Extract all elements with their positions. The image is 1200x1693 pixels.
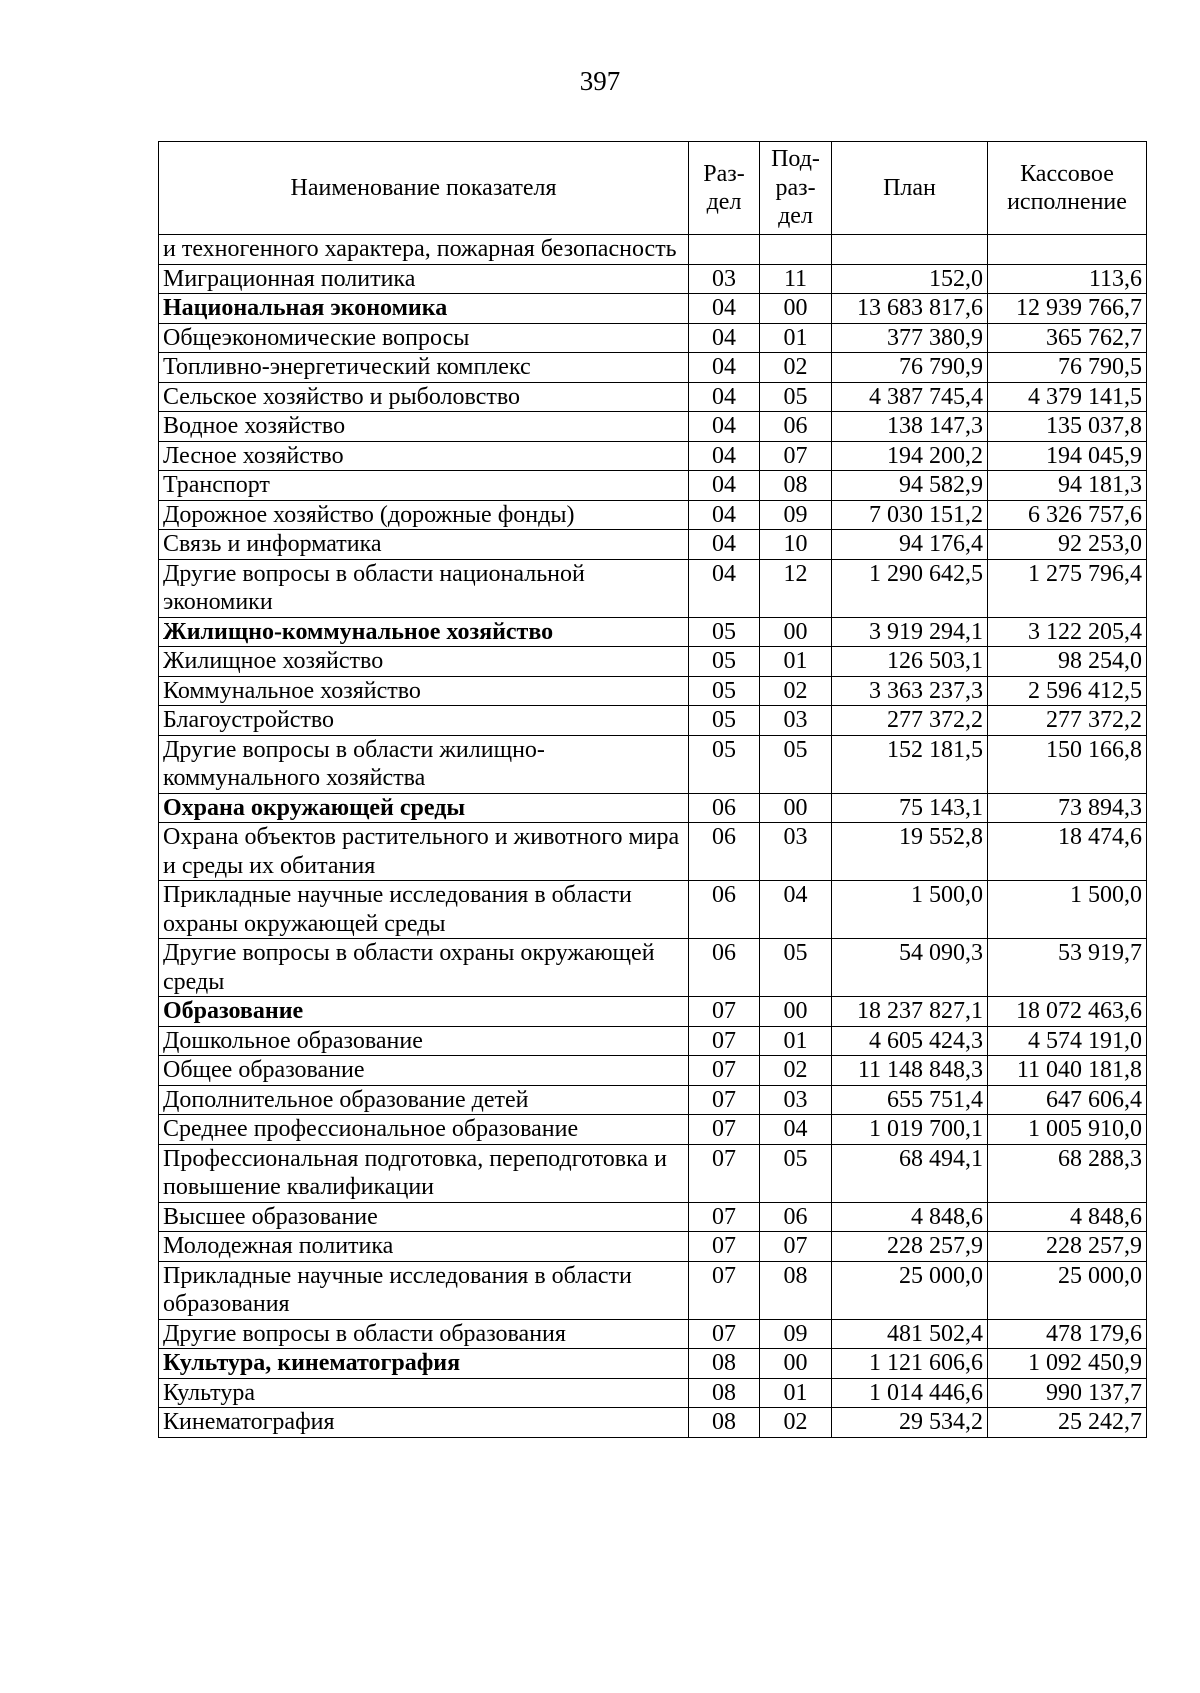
row-name-cell: Дошкольное образование xyxy=(159,1026,689,1056)
row-subsection-cell: 00 xyxy=(760,617,832,647)
header-section: Раз- дел xyxy=(689,142,760,235)
row-name-cell: Связь и информатика xyxy=(159,530,689,560)
row-section-cell: 06 xyxy=(689,823,760,881)
table-row xyxy=(159,1144,1147,1202)
row-execution-cell: 98 254,0 xyxy=(988,647,1147,677)
row-plan-cell: 7 030 151,2 xyxy=(832,500,988,530)
row-execution-cell: 25 000,0 xyxy=(988,1261,1147,1319)
row-name-cell: Национальная экономика xyxy=(159,294,689,324)
row-name-cell: Профессиональная подготовка, переподготовка и повышение квалификации xyxy=(159,1144,689,1202)
row-subsection-cell: 05 xyxy=(760,939,832,997)
table-row xyxy=(159,1349,1147,1379)
table-row xyxy=(159,382,1147,412)
row-plan-cell xyxy=(832,235,988,265)
table-row xyxy=(159,559,1147,617)
row-name-cell: Дорожное хозяйство (дорожные фонды) xyxy=(159,500,689,530)
row-section-cell: 07 xyxy=(689,1144,760,1202)
row-execution-cell: 68 288,3 xyxy=(988,1144,1147,1202)
row-section-cell: 05 xyxy=(689,617,760,647)
row-section-cell: 08 xyxy=(689,1408,760,1438)
row-subsection-cell: 06 xyxy=(760,1202,832,1232)
row-plan-cell: 277 372,2 xyxy=(832,706,988,736)
row-subsection-cell: 09 xyxy=(760,500,832,530)
row-section-cell: 07 xyxy=(689,1056,760,1086)
row-execution-cell: 3 122 205,4 xyxy=(988,617,1147,647)
row-execution-cell: 4 574 191,0 xyxy=(988,1026,1147,1056)
table-row xyxy=(159,647,1147,677)
table-row xyxy=(159,1056,1147,1086)
table-row xyxy=(159,1115,1147,1145)
row-section-cell: 06 xyxy=(689,881,760,939)
table-row xyxy=(159,530,1147,560)
row-subsection-cell: 08 xyxy=(760,1261,832,1319)
row-name-cell: Жилищное хозяйство xyxy=(159,647,689,677)
table-row xyxy=(159,1202,1147,1232)
row-execution-cell: 1 005 910,0 xyxy=(988,1115,1147,1145)
row-section-cell: 04 xyxy=(689,559,760,617)
table-row xyxy=(159,323,1147,353)
header-subsection: Под- раз- дел xyxy=(760,142,832,235)
row-plan-cell: 4 387 745,4 xyxy=(832,382,988,412)
row-section-cell: 04 xyxy=(689,323,760,353)
row-name-cell: Образование xyxy=(159,997,689,1027)
row-name-cell: Сельское хозяйство и рыболовство xyxy=(159,382,689,412)
row-subsection-cell: 05 xyxy=(760,382,832,412)
row-subsection-cell: 06 xyxy=(760,412,832,442)
row-plan-cell: 76 790,9 xyxy=(832,353,988,383)
row-subsection-cell: 07 xyxy=(760,1232,832,1262)
row-plan-cell: 152,0 xyxy=(832,264,988,294)
budget-table xyxy=(158,141,1147,1438)
row-subsection-cell: 02 xyxy=(760,676,832,706)
row-name-cell: Другие вопросы в области охраны окружающей среды xyxy=(159,939,689,997)
row-name-cell: Другие вопросы в области жилищно-коммунального хозяйства xyxy=(159,735,689,793)
row-subsection-cell: 02 xyxy=(760,1056,832,1086)
table-row xyxy=(159,939,1147,997)
table-row xyxy=(159,735,1147,793)
row-plan-cell: 94 176,4 xyxy=(832,530,988,560)
row-name-cell: и техногенного характера, пожарная безопасность xyxy=(159,235,689,265)
row-subsection-cell: 00 xyxy=(760,1349,832,1379)
row-subsection-cell: 08 xyxy=(760,471,832,501)
row-name-cell: Общеэкономические вопросы xyxy=(159,323,689,353)
row-section-cell: 07 xyxy=(689,1115,760,1145)
row-section-cell: 08 xyxy=(689,1378,760,1408)
row-section-cell xyxy=(689,235,760,265)
row-plan-cell: 3 919 294,1 xyxy=(832,617,988,647)
table-row xyxy=(159,412,1147,442)
table-row xyxy=(159,1085,1147,1115)
row-section-cell: 06 xyxy=(689,793,760,823)
row-execution-cell: 25 242,7 xyxy=(988,1408,1147,1438)
row-section-cell: 05 xyxy=(689,706,760,736)
row-subsection-cell: 07 xyxy=(760,441,832,471)
row-name-cell: Дополнительное образование детей xyxy=(159,1085,689,1115)
row-section-cell: 07 xyxy=(689,1232,760,1262)
row-execution-cell: 990 137,7 xyxy=(988,1378,1147,1408)
table-row xyxy=(159,676,1147,706)
table-row xyxy=(159,706,1147,736)
row-name-cell: Водное хозяйство xyxy=(159,412,689,442)
row-execution-cell: 1 500,0 xyxy=(988,881,1147,939)
row-name-cell: Среднее профессиональное образование xyxy=(159,1115,689,1145)
row-execution-cell: 1 092 450,9 xyxy=(988,1349,1147,1379)
row-plan-cell: 4 848,6 xyxy=(832,1202,988,1232)
row-name-cell: Прикладные научные исследования в области образования xyxy=(159,1261,689,1319)
row-plan-cell: 228 257,9 xyxy=(832,1232,988,1262)
row-plan-cell: 377 380,9 xyxy=(832,323,988,353)
row-execution-cell: 18 474,6 xyxy=(988,823,1147,881)
header-name: Наименование показателя xyxy=(159,142,689,235)
table-row xyxy=(159,823,1147,881)
row-name-cell: Миграционная политика xyxy=(159,264,689,294)
row-plan-cell: 68 494,1 xyxy=(832,1144,988,1202)
table-row xyxy=(159,1232,1147,1262)
table-body xyxy=(159,235,1147,1438)
row-subsection-cell: 04 xyxy=(760,1115,832,1145)
table-row xyxy=(159,1408,1147,1438)
row-section-cell: 05 xyxy=(689,647,760,677)
row-plan-cell: 11 148 848,3 xyxy=(832,1056,988,1086)
row-subsection-cell: 05 xyxy=(760,735,832,793)
row-execution-cell: 135 037,8 xyxy=(988,412,1147,442)
row-section-cell: 08 xyxy=(689,1349,760,1379)
header-execution: Кассовое исполнение xyxy=(988,142,1147,235)
table-row xyxy=(159,997,1147,1027)
row-section-cell: 07 xyxy=(689,1202,760,1232)
row-name-cell: Лесное хозяйство xyxy=(159,441,689,471)
row-section-cell: 04 xyxy=(689,412,760,442)
row-subsection-cell: 03 xyxy=(760,706,832,736)
table-row xyxy=(159,500,1147,530)
row-plan-cell: 655 751,4 xyxy=(832,1085,988,1115)
row-execution-cell: 53 919,7 xyxy=(988,939,1147,997)
row-subsection-cell: 01 xyxy=(760,647,832,677)
row-plan-cell: 152 181,5 xyxy=(832,735,988,793)
row-plan-cell: 29 534,2 xyxy=(832,1408,988,1438)
row-name-cell: Общее образование xyxy=(159,1056,689,1086)
table-row xyxy=(159,793,1147,823)
row-plan-cell: 126 503,1 xyxy=(832,647,988,677)
row-section-cell: 07 xyxy=(689,1261,760,1319)
row-execution-cell: 92 253,0 xyxy=(988,530,1147,560)
row-subsection-cell: 03 xyxy=(760,823,832,881)
row-subsection-cell: 00 xyxy=(760,294,832,324)
row-execution-cell: 478 179,6 xyxy=(988,1319,1147,1349)
row-plan-cell: 481 502,4 xyxy=(832,1319,988,1349)
row-name-cell: Культура xyxy=(159,1378,689,1408)
row-subsection-cell: 11 xyxy=(760,264,832,294)
row-execution-cell: 76 790,5 xyxy=(988,353,1147,383)
row-section-cell: 04 xyxy=(689,382,760,412)
row-name-cell: Другие вопросы в области образования xyxy=(159,1319,689,1349)
row-name-cell: Коммунальное хозяйство xyxy=(159,676,689,706)
table-row xyxy=(159,353,1147,383)
row-execution-cell: 73 894,3 xyxy=(988,793,1147,823)
table-row xyxy=(159,1319,1147,1349)
row-subsection-cell: 05 xyxy=(760,1144,832,1202)
row-execution-cell: 150 166,8 xyxy=(988,735,1147,793)
row-execution-cell: 194 045,9 xyxy=(988,441,1147,471)
row-plan-cell: 19 552,8 xyxy=(832,823,988,881)
row-execution-cell: 277 372,2 xyxy=(988,706,1147,736)
row-plan-cell: 194 200,2 xyxy=(832,441,988,471)
row-subsection-cell: 09 xyxy=(760,1319,832,1349)
row-plan-cell: 1 290 642,5 xyxy=(832,559,988,617)
row-section-cell: 07 xyxy=(689,1085,760,1115)
row-execution-cell: 6 326 757,6 xyxy=(988,500,1147,530)
header-row xyxy=(159,142,1147,235)
row-plan-cell: 1 019 700,1 xyxy=(832,1115,988,1145)
row-name-cell: Культура, кинематография xyxy=(159,1349,689,1379)
row-subsection-cell: 00 xyxy=(760,793,832,823)
row-section-cell: 07 xyxy=(689,1026,760,1056)
page-number: 397 xyxy=(579,66,621,96)
row-subsection-cell xyxy=(760,235,832,265)
row-execution-cell xyxy=(988,235,1147,265)
row-plan-cell: 25 000,0 xyxy=(832,1261,988,1319)
row-plan-cell: 4 605 424,3 xyxy=(832,1026,988,1056)
row-subsection-cell: 10 xyxy=(760,530,832,560)
row-execution-cell: 2 596 412,5 xyxy=(988,676,1147,706)
row-name-cell: Высшее образование xyxy=(159,1202,689,1232)
row-name-cell: Другие вопросы в области национальной экономики xyxy=(159,559,689,617)
row-section-cell: 04 xyxy=(689,294,760,324)
header-plan: План xyxy=(832,142,988,235)
row-plan-cell: 1 014 446,6 xyxy=(832,1378,988,1408)
row-section-cell: 04 xyxy=(689,441,760,471)
row-section-cell: 04 xyxy=(689,471,760,501)
row-name-cell: Кинематография xyxy=(159,1408,689,1438)
row-plan-cell: 138 147,3 xyxy=(832,412,988,442)
row-execution-cell: 4 379 141,5 xyxy=(988,382,1147,412)
row-subsection-cell: 03 xyxy=(760,1085,832,1115)
row-execution-cell: 12 939 766,7 xyxy=(988,294,1147,324)
row-name-cell: Топливно-энергетический комплекс xyxy=(159,353,689,383)
row-execution-cell: 1 275 796,4 xyxy=(988,559,1147,617)
row-name-cell: Молодежная политика xyxy=(159,1232,689,1262)
row-execution-cell: 365 762,7 xyxy=(988,323,1147,353)
row-name-cell: Транспорт xyxy=(159,471,689,501)
row-plan-cell: 54 090,3 xyxy=(832,939,988,997)
table-row xyxy=(159,1026,1147,1056)
row-plan-cell: 13 683 817,6 xyxy=(832,294,988,324)
row-execution-cell: 228 257,9 xyxy=(988,1232,1147,1262)
row-subsection-cell: 00 xyxy=(760,997,832,1027)
row-name-cell: Благоустройство xyxy=(159,706,689,736)
row-execution-cell: 647 606,4 xyxy=(988,1085,1147,1115)
row-name-cell: Охрана окружающей среды xyxy=(159,793,689,823)
row-plan-cell: 3 363 237,3 xyxy=(832,676,988,706)
row-plan-cell: 1 500,0 xyxy=(832,881,988,939)
row-name-cell: Прикладные научные исследования в области охраны окружающей среды xyxy=(159,881,689,939)
row-name-cell: Охрана объектов растительного и животного мира и среды их обитания xyxy=(159,823,689,881)
table-row xyxy=(159,881,1147,939)
row-subsection-cell: 01 xyxy=(760,1026,832,1056)
row-section-cell: 04 xyxy=(689,530,760,560)
row-section-cell: 07 xyxy=(689,1319,760,1349)
row-execution-cell: 94 181,3 xyxy=(988,471,1147,501)
table-row xyxy=(159,264,1147,294)
row-section-cell: 03 xyxy=(689,264,760,294)
row-plan-cell: 1 121 606,6 xyxy=(832,1349,988,1379)
row-execution-cell: 11 040 181,8 xyxy=(988,1056,1147,1086)
row-plan-cell: 75 143,1 xyxy=(832,793,988,823)
row-name-cell: Жилищно-коммунальное хозяйство xyxy=(159,617,689,647)
row-execution-cell: 18 072 463,6 xyxy=(988,997,1147,1027)
row-execution-cell: 4 848,6 xyxy=(988,1202,1147,1232)
row-subsection-cell: 04 xyxy=(760,881,832,939)
table-row xyxy=(159,441,1147,471)
table-row xyxy=(159,617,1147,647)
row-section-cell: 04 xyxy=(689,500,760,530)
row-subsection-cell: 02 xyxy=(760,353,832,383)
row-execution-cell: 113,6 xyxy=(988,264,1147,294)
row-section-cell: 05 xyxy=(689,735,760,793)
table-row xyxy=(159,1261,1147,1319)
row-plan-cell: 18 237 827,1 xyxy=(832,997,988,1027)
row-section-cell: 04 xyxy=(689,353,760,383)
row-subsection-cell: 01 xyxy=(760,1378,832,1408)
table-row xyxy=(159,471,1147,501)
row-subsection-cell: 01 xyxy=(760,323,832,353)
row-section-cell: 05 xyxy=(689,676,760,706)
table-row xyxy=(159,294,1147,324)
row-subsection-cell: 12 xyxy=(760,559,832,617)
table-row xyxy=(159,235,1147,265)
row-subsection-cell: 02 xyxy=(760,1408,832,1438)
row-section-cell: 06 xyxy=(689,939,760,997)
row-section-cell: 07 xyxy=(689,997,760,1027)
table-row xyxy=(159,1378,1147,1408)
row-plan-cell: 94 582,9 xyxy=(832,471,988,501)
